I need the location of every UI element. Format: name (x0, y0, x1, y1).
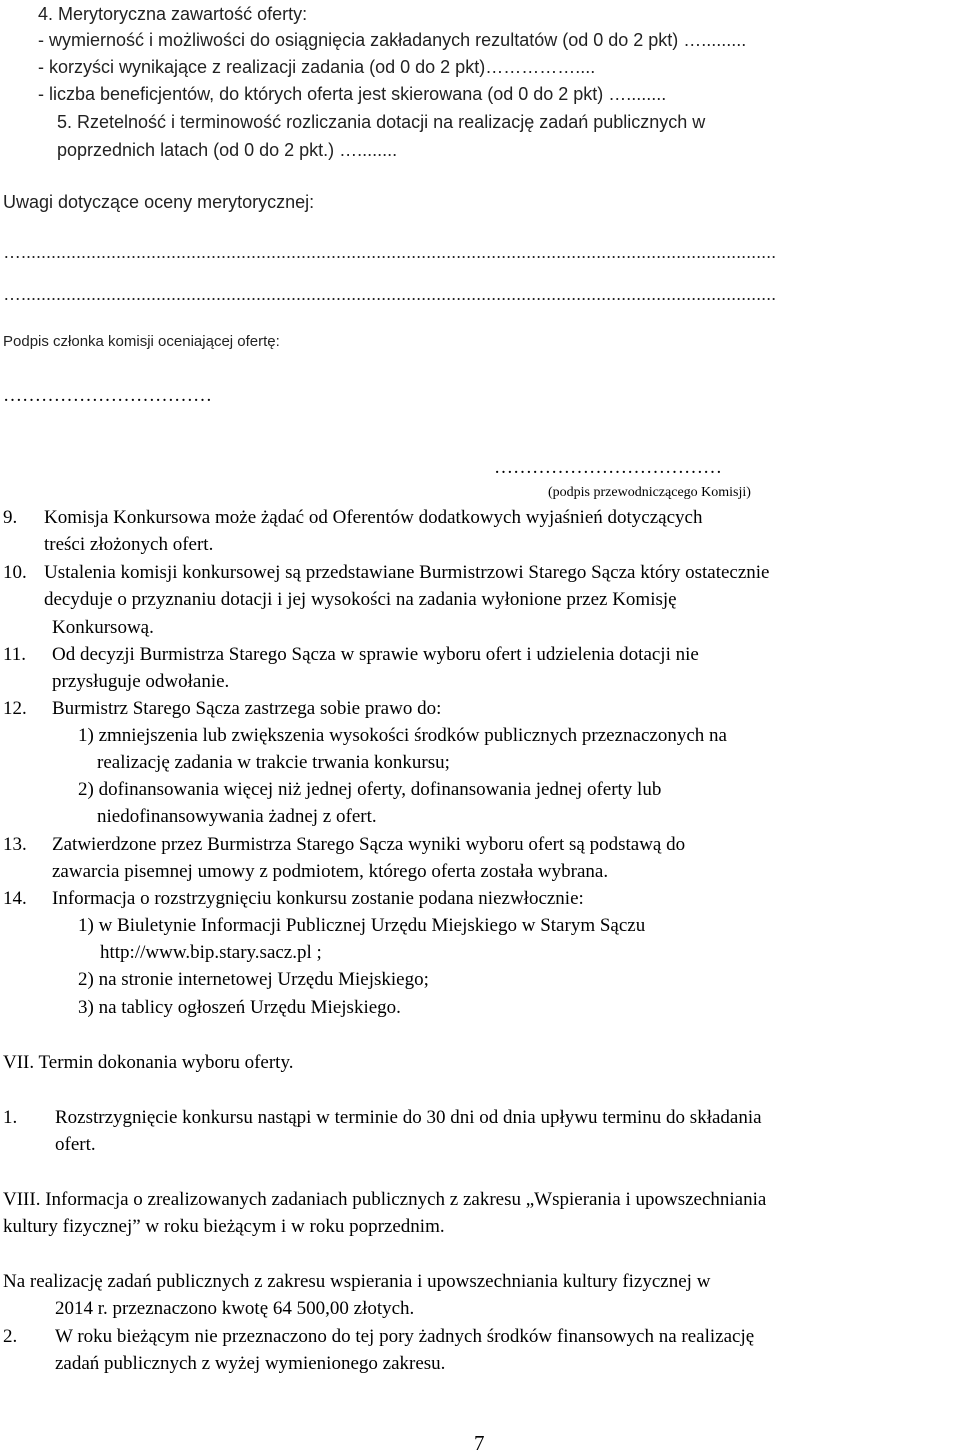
remarks-dots-2: …....................................................................................................................................................... (3, 284, 777, 304)
section-8-heading-line-1: VIII. Informacja o zrealizowanych zadaniach publicznych z zakresu „Wspierania i upowszechniania (3, 1189, 767, 1210)
point-14-line-1: Informacja o rozstrzygnięciu konkursu zostanie podana niezwłocznie: (52, 888, 584, 909)
point-13-line-1: Zatwierdzone przez Burmistrza Starego Sącza wyniki wyboru ofert są podstawą do (52, 834, 686, 855)
point-14-sub-1-line-1: 1) w Biuletynie Informacji Publicznej Urzędu Miejskiego w Starym Sączu (78, 915, 646, 936)
merit-criterion-2: - korzyści wynikające z realizacji zadania (od 0 do 2 pkt)…………….... (38, 57, 596, 77)
section-8-item-2-line-1: W roku bieżącym nie przeznaczono do tej pory żadnych środków finansowych na realizację (55, 1326, 755, 1347)
section-8-item-2-number: 2. (3, 1326, 18, 1347)
chair-signature-caption: (podpis przewodniczącego Komisji) (548, 485, 751, 500)
point-10-line-3: Konkursową. (52, 617, 154, 638)
point-11-line-2: przysługuje odwołanie. (52, 671, 230, 692)
point-10-line-1: Ustalenia komisji konkursowej są przedstawiane Burmistrzowi Starego Sącza który ostatecznie (44, 562, 770, 583)
section-7-item-1-line-2: ofert. (55, 1134, 96, 1155)
section-8-item-2-line-2: zadań publicznych z wyżej wymienionego zakresu. (55, 1353, 446, 1374)
chair-signature-line: ……………………………… (494, 457, 722, 478)
merit-criterion-3: - liczba beneficjentów, do których oferta jest skierowana (od 0 do 2 pkt) …........ (38, 84, 667, 104)
point-11-line-1: Od decyzji Burmistrza Starego Sącza w sprawie wyboru ofert i udzielenia dotacji nie (52, 644, 699, 665)
point-12-sub-2-line-2: niedofinansowywania żadnej z ofert. (97, 806, 377, 827)
point-12-number: 12. (3, 698, 27, 719)
point-9-number: 9. (3, 507, 18, 528)
section-8-paragraph-line-1: Na realizację zadań publicznych z zakresu wspierania i upowszechniania kultury fizycznej w (3, 1271, 711, 1292)
section-7-heading: VII. Termin dokonania wyboru oferty. (3, 1052, 294, 1073)
point-13-number: 13. (3, 834, 27, 855)
point-9-line-1: Komisja Konkursowa może żądać od Oferentów dodatkowych wyjaśnień dotyczących (44, 507, 703, 528)
page-number: 7 (474, 1431, 485, 1455)
point-14-sub-2: 2) na stronie internetowej Urzędu Miejskiego; (78, 969, 429, 990)
point-14-sub-1-url: http://www.bip.stary.sacz.pl ; (100, 942, 322, 963)
point-11-number: 11. (3, 644, 27, 665)
remarks-label: Uwagi dotyczące oceny merytorycznej: (3, 192, 315, 212)
point-5-line-2: poprzednich latach (od 0 do 2 pkt.) …........ (57, 140, 398, 160)
point-5-line-1: 5. Rzetelność i terminowość rozliczania dotacji na realizację zadań publicznych w (57, 112, 706, 132)
point-13-line-2: zawarcia pisemnej umowy z podmiotem, którego oferta została wybrana. (52, 861, 609, 882)
point-12-sub-1-line-2: realizację zadania w trakcie trwania konkursu; (97, 752, 450, 773)
section-7-item-1-line-1: Rozstrzygnięcie konkursu nastąpi w terminie do 30 dni od dnia upływu terminu do składania (55, 1107, 762, 1128)
member-signature-label: Podpis członka komisji oceniającej ofertę: (3, 333, 280, 350)
point-10-number: 10. (3, 562, 27, 583)
merit-criterion-1: - wymierność i możliwości do osiągnięcia zakładanych rezultatów (od 0 do 2 pkt) …......... (38, 30, 747, 50)
member-signature-line: …………………………… (3, 385, 212, 406)
point-12-sub-2-line-1: 2) dofinansowania więcej niż jednej oferty, dofinansowania jednej oferty lub (78, 779, 662, 800)
section-8-heading-line-2: kultury fizycznej” w roku bieżącym i w roku poprzednim. (3, 1216, 445, 1237)
section-8-paragraph-line-2: 2014 r. przeznaczono kwotę 64 500,00 złotych. (55, 1298, 415, 1319)
merit-heading: 4. Merytoryczna zawartość oferty: (38, 4, 308, 24)
point-14-sub-3: 3) na tablicy ogłoszeń Urzędu Miejskiego. (78, 997, 401, 1018)
section-7-item-1-number: 1. (3, 1107, 18, 1128)
point-10-line-2: decyduje o przyznaniu dotacji i jej wysokości na zadania wyłonione przez Komisję (44, 589, 677, 610)
point-9-line-2: treści złożonych ofert. (44, 534, 214, 555)
point-12-sub-1-line-1: 1) zmniejszenia lub zwiększenia wysokości środków publicznych przeznaczonych na (78, 725, 727, 746)
point-14-number: 14. (3, 888, 27, 909)
remarks-dots-1: …....................................................................................................................................................... (3, 242, 777, 262)
point-12-line-1: Burmistrz Starego Sącza zastrzega sobie prawo do: (52, 698, 442, 719)
